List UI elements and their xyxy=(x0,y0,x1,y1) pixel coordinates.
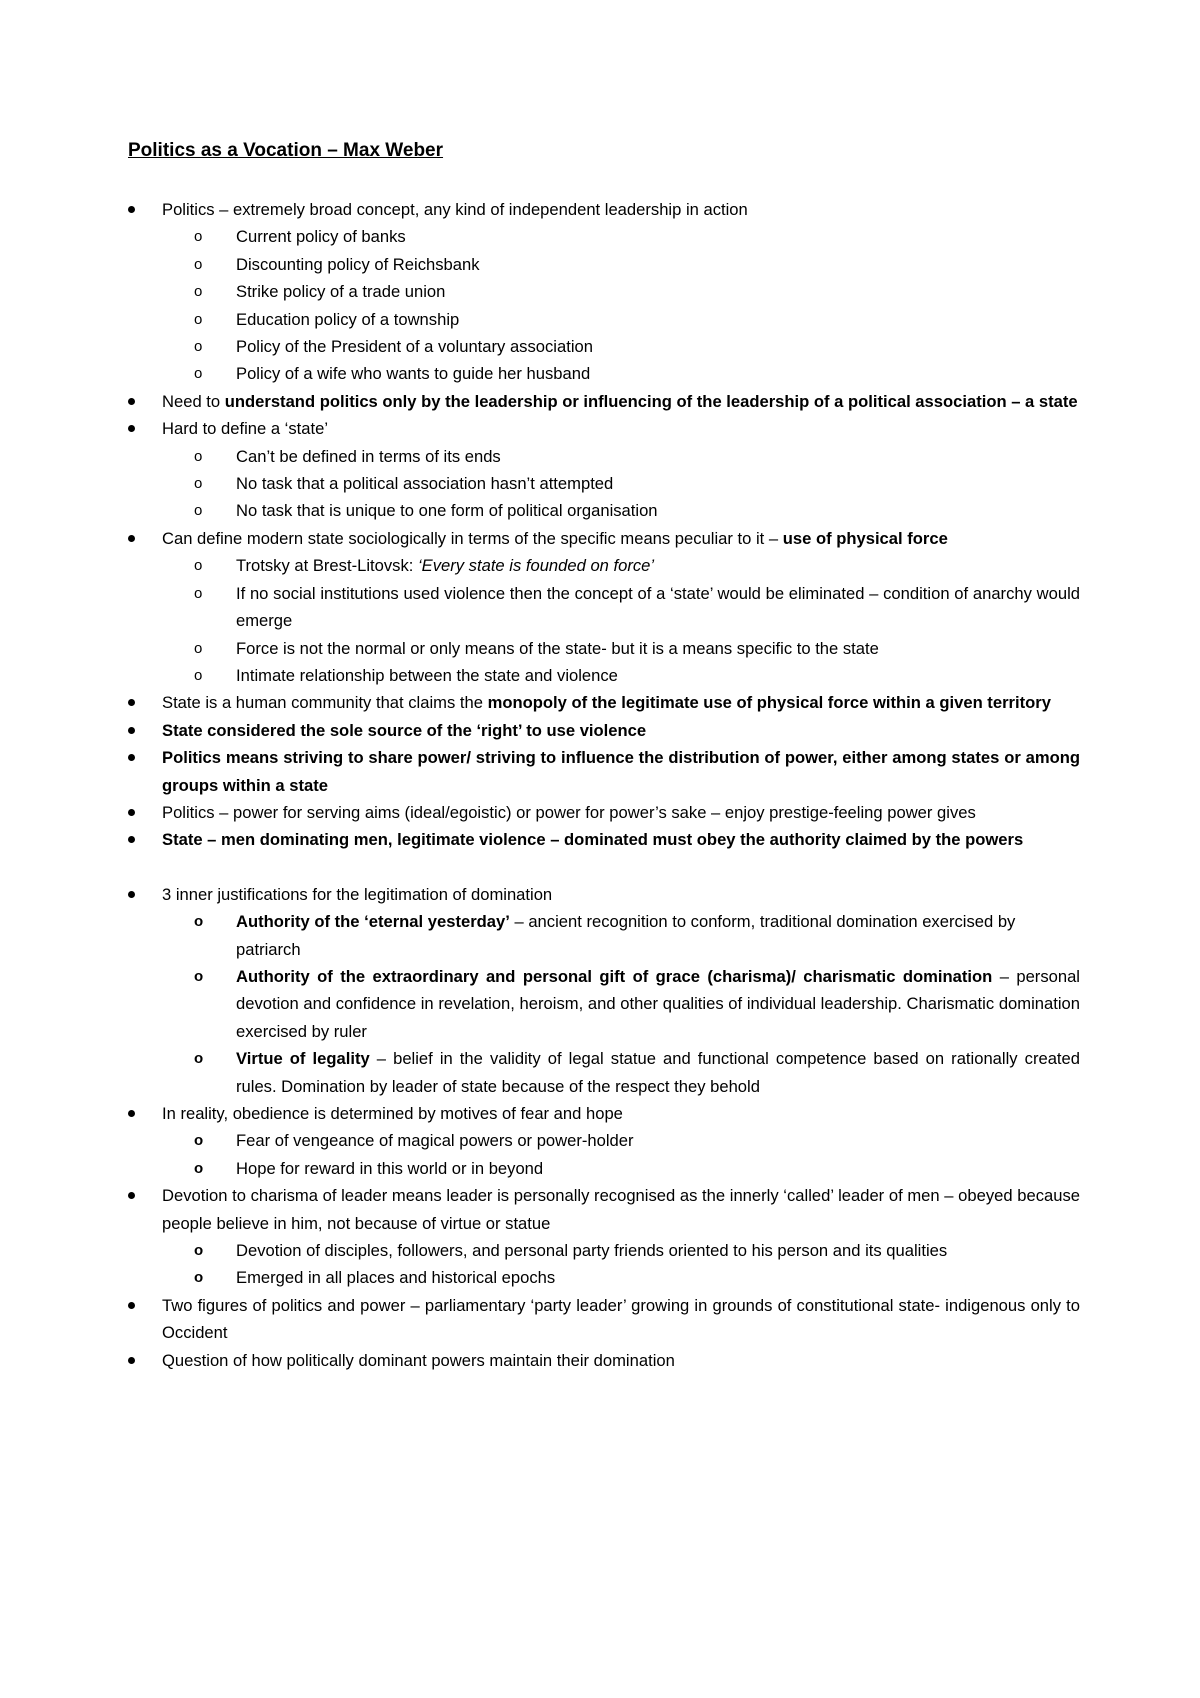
list-item xyxy=(162,717,1080,744)
bullet-icon xyxy=(128,1302,135,1309)
sub-list-item xyxy=(194,908,1080,963)
sub-list-item xyxy=(194,443,1080,470)
sub-list-item-emphasis: Virtue of legality xyxy=(236,1049,370,1069)
list-item xyxy=(162,1347,1080,1374)
list-item xyxy=(162,196,1080,223)
sub-list-item xyxy=(194,1237,1080,1264)
sub-list-item-text: Policy of the President of a voluntary association xyxy=(236,337,593,357)
sub-list-item-text: Current policy of banks xyxy=(236,227,406,247)
sub-list-item xyxy=(194,580,1080,635)
list-item-text: Politics – power for serving aims (ideal/egoistic) or power for power’s sake – enjoy prestige-feeling power gives xyxy=(162,802,976,822)
page-title: Politics as a Vocation – Max Weber xyxy=(128,140,444,161)
sub-list-item xyxy=(194,552,1080,579)
sub-list-item-text: Policy of a wife who wants to guide her husband xyxy=(236,364,591,384)
circle-bullet-icon: o xyxy=(194,639,203,657)
circle-bullet-icon: o xyxy=(194,1242,204,1260)
bullet-icon xyxy=(128,727,135,734)
sub-list-item-text: If no social institutions used violence then the concept of a ‘state’ would be eliminated – condition of anarchy would emerge xyxy=(236,583,1080,631)
list-item-text: Politics – extremely broad concept, any kind of independent leadership in action xyxy=(162,200,748,219)
sub-list-item-text: – ancient recognition to conform, traditional domination exercised by patriarch xyxy=(236,912,1016,959)
sub-list-item xyxy=(194,360,1080,387)
sub-list-item xyxy=(194,1045,1080,1100)
list-item-text: Can define modern state sociologically in terms of the specific means peculiar to it – xyxy=(162,528,783,548)
sub-list-item xyxy=(194,1155,1080,1182)
sub-list-item xyxy=(194,635,1080,662)
list-item xyxy=(162,388,1080,415)
circle-bullet-icon: o xyxy=(194,1050,204,1068)
circle-bullet-icon: o xyxy=(194,338,203,356)
list-item-text: In reality, obedience is determined by motives of fear and hope xyxy=(162,1104,623,1123)
sub-list-item-text: Force is not the normal or only means of the state- but it is a means specific to the state xyxy=(236,638,879,658)
list-item-text: State – men dominating men, legitimate violence – dominated must obey the authority claimed by the powers xyxy=(162,830,1024,850)
sub-list-item xyxy=(194,278,1080,305)
bullet-icon xyxy=(128,535,135,542)
sub-list-item-text: Trotsky at Brest-Litovsk: xyxy=(236,556,418,576)
circle-bullet-icon: o xyxy=(194,913,204,931)
circle-bullet-icon: o xyxy=(194,310,203,328)
list-item-emphasis: understand politics only by the leadership or influencing of the leadership of a political association – a state xyxy=(224,391,1078,411)
sub-list-item xyxy=(194,497,1080,524)
circle-bullet-icon: o xyxy=(194,1132,204,1150)
sub-list-item xyxy=(194,1264,1080,1291)
notes-list xyxy=(0,196,1200,1374)
list-item-text: Hard to define a ‘state’ xyxy=(162,419,329,439)
circle-bullet-icon: o xyxy=(194,584,203,602)
circle-bullet-icon: o xyxy=(194,967,204,985)
bullet-icon xyxy=(128,206,135,213)
sub-list-item-text: Intimate relationship between the state and violence xyxy=(236,665,618,685)
bullet-icon xyxy=(128,1110,135,1117)
sub-list-item-text: Strike policy of a trade union xyxy=(236,282,446,302)
bullet-icon xyxy=(128,836,135,843)
circle-bullet-icon: o xyxy=(194,447,203,465)
sub-list-item xyxy=(194,1127,1080,1154)
list-item xyxy=(162,881,1080,908)
list-item-text: Question of how politically dominant powers maintain their domination xyxy=(162,1350,675,1370)
circle-bullet-icon: o xyxy=(194,666,203,684)
circle-bullet-icon: o xyxy=(194,475,203,493)
circle-bullet-icon: o xyxy=(194,228,203,246)
sub-list-item-text: Emerged in all places and historical epochs xyxy=(236,1268,556,1288)
bullet-icon xyxy=(128,891,135,898)
sub-list-item-text: Discounting policy of Reichsbank xyxy=(236,254,480,274)
circle-bullet-icon: o xyxy=(194,502,203,520)
list-item xyxy=(162,1100,1080,1127)
sub-list-item-text: Can’t be defined in terms of its ends xyxy=(236,446,501,466)
bullet-icon xyxy=(128,425,135,432)
list-item-emphasis: use of physical force xyxy=(782,528,948,548)
sub-list-item-emphasis: Authority of the ‘eternal yesterday’ xyxy=(236,912,510,932)
list-item-text: State considered the sole source of the ‘right’ to use violence xyxy=(162,720,647,740)
list-item xyxy=(162,1182,1080,1237)
bullet-icon xyxy=(128,699,135,706)
list-item xyxy=(162,525,1080,552)
blank-line xyxy=(0,854,1200,881)
sub-list-item-text: – belief in the validity of legal statue and functional competence based on rationally created rules. Domination by leader of state because of the respect they behold xyxy=(236,1049,1080,1096)
sub-list-item-text: Education policy of a township xyxy=(236,309,460,329)
bullet-icon xyxy=(128,754,135,761)
sub-list-item-text: Devotion of disciples, followers, and personal party friends oriented to his person and its qualities xyxy=(236,1241,948,1261)
circle-bullet-icon: o xyxy=(194,557,203,575)
list-item xyxy=(162,744,1080,799)
sub-list-item xyxy=(194,223,1080,250)
circle-bullet-icon: o xyxy=(194,283,203,301)
sub-list-item-text: Hope for reward in this world or in beyond xyxy=(236,1158,544,1178)
list-item xyxy=(162,799,1080,826)
sub-list-item-text: No task that is unique to one form of political organisation xyxy=(236,501,658,521)
sub-list-item xyxy=(194,333,1080,360)
sub-list-item xyxy=(194,963,1080,1045)
list-item-emphasis: monopoly of the legitimate use of physical force within a given territory xyxy=(487,693,1051,713)
sub-list-item-emphasis: Authority of the extraordinary and personal gift of grace (charisma)/ charismatic domination xyxy=(236,966,993,986)
sub-list-item-text: – personal devotion and confidence in revelation, heroism, and other qualities of individual leadership. Charismatic domination exercised by ruler xyxy=(236,966,1080,1041)
list-item xyxy=(162,689,1080,716)
sub-list-item-text: No task that a political association hasn’t attempted xyxy=(236,474,614,494)
list-item-text: Devotion to charisma of leader means leader is personally recognised as the innerly ‘called’ leader of men – obeyed because people believe in him, not because of virtue or statue xyxy=(162,1186,1080,1233)
circle-bullet-icon: o xyxy=(194,1159,204,1177)
sub-list-item xyxy=(194,251,1080,278)
list-item xyxy=(162,1292,1080,1347)
circle-bullet-icon: o xyxy=(194,255,203,273)
bullet-icon xyxy=(128,1192,135,1199)
circle-bullet-icon: o xyxy=(194,365,203,383)
bullet-icon xyxy=(128,398,135,405)
list-item-text: Politics means striving to share power/ striving to influence the distribution of power, either among states or among groups within a state xyxy=(162,748,1080,795)
list-item-text: Need to xyxy=(162,391,225,411)
sub-list-item xyxy=(194,306,1080,333)
quote-text: ‘Every state is founded on force’ xyxy=(417,556,655,576)
bullet-icon xyxy=(128,1357,135,1364)
sub-list-item xyxy=(194,470,1080,497)
list-item-text: Two figures of politics and power – parliamentary ‘party leader’ growing in grounds of constitutional state- indigenous only to Occident xyxy=(162,1295,1080,1343)
list-item xyxy=(162,415,1080,442)
sub-list-item-text: Fear of vengeance of magical powers or power-holder xyxy=(236,1131,634,1151)
list-item-text: State is a human community that claims the xyxy=(162,693,488,713)
bullet-icon xyxy=(128,809,135,816)
list-item xyxy=(162,826,1080,853)
list-item-text: 3 inner justifications for the legitimation of domination xyxy=(162,884,553,904)
circle-bullet-icon: o xyxy=(194,1269,204,1287)
sub-list-item xyxy=(194,662,1080,689)
